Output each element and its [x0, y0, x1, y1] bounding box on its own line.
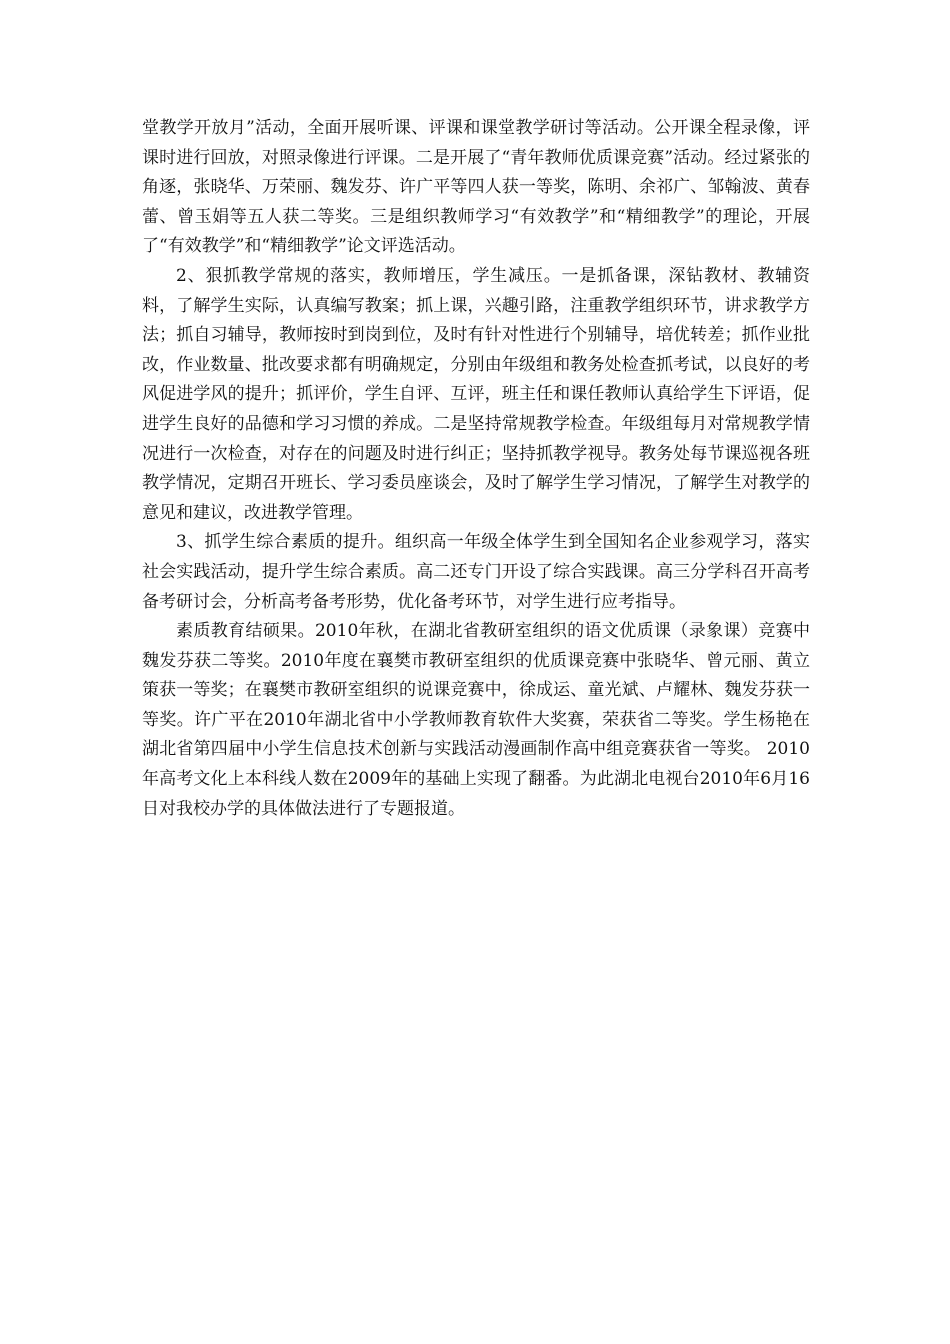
- paragraph-teaching-routine: 2、狠抓教学常规的落实，教师增压，学生减压。一是抓备课，深钻教材、教辅资料，了解学生实际，认真编写教案；抓上课，兴趣引路，注重教学组织环节，讲求教学方法；抓自习辅导，教师按时到岗到位，及时有针对性进行个别辅导，培优转差；抓作业批改，作业数量、批改要求都有明确规定，分别由年级组和教务处检查抓考试，以良好的考风促进学风的提升；抓评价，学生自评、互评，班主任和课任教师认真给学生下评语，促进学生良好的品德和学习习惯的养成。二是坚持常规教学检查。年级组每月对常规教学情况进行一次检查，对存在的问题及时进行纠正；坚持抓教学视导。教务处每节课巡视各班教学情况，定期召开班长、学习委员座谈会，及时了解学生学习情况，了解学生对教学的意见和建议，改进教学管理。: [142, 265, 810, 523]
- paragraph-student-quality: 3、抓学生综合素质的提升。组织高一年级全体学生到全国知名企业参观学习，落实社会实践活动，提升学生综合素质。高二还专门开设了综合实践课。高三分学科召开高考备考研讨会，分析高考备考形势，优化备考环节，对学生进行应考指导。: [142, 532, 810, 612]
- paragraph-open-month-activities: 堂教学开放月”活动，全面开展听课、评课和课堂教学研讨等活动。公开课全程录像，评课时进行回放，对照录像进行评课。二是开展了“青年教师优质课竞赛”活动。经过紧张的角逐，张晓华、万荣丽、魏发芬、许广平等四人获一等奖，陈明、余祁广、邹翰波、黄春蕾、曾玉娟等五人获二等奖。三是组织教师学习“有效教学”和“精细教学”的理论，开展了“有效教学”和“精细教学”论文评选活动。: [142, 118, 810, 257]
- paragraph-achievements: 素质教育结硕果。2010年秋，在湖北省教研室组织的语文优质课（录象课）竞赛中魏发芬获二等奖。2010年度在襄樊市教研室组织的优质课竞赛中张晓华、曾元丽、黄立策获一等奖；在襄樊市教研室组织的说课竞赛中，徐成运、童光斌、卢耀林、魏发芬获一等奖。许广平在2010年湖北省中小学教师教育软件大奖赛，荣获省二等奖。学生杨艳在湖北省第四届中小学生信息技术创新与实践活动漫画制作高中组竞赛获省一等奖。 2010年高考文化上本科线人数在2009年的基础上实现了翻番。为此湖北电视台2010年6月16日对我校办学的具体做法进行了专题报道。: [142, 621, 810, 819]
- document-body: [142, 114, 810, 824]
